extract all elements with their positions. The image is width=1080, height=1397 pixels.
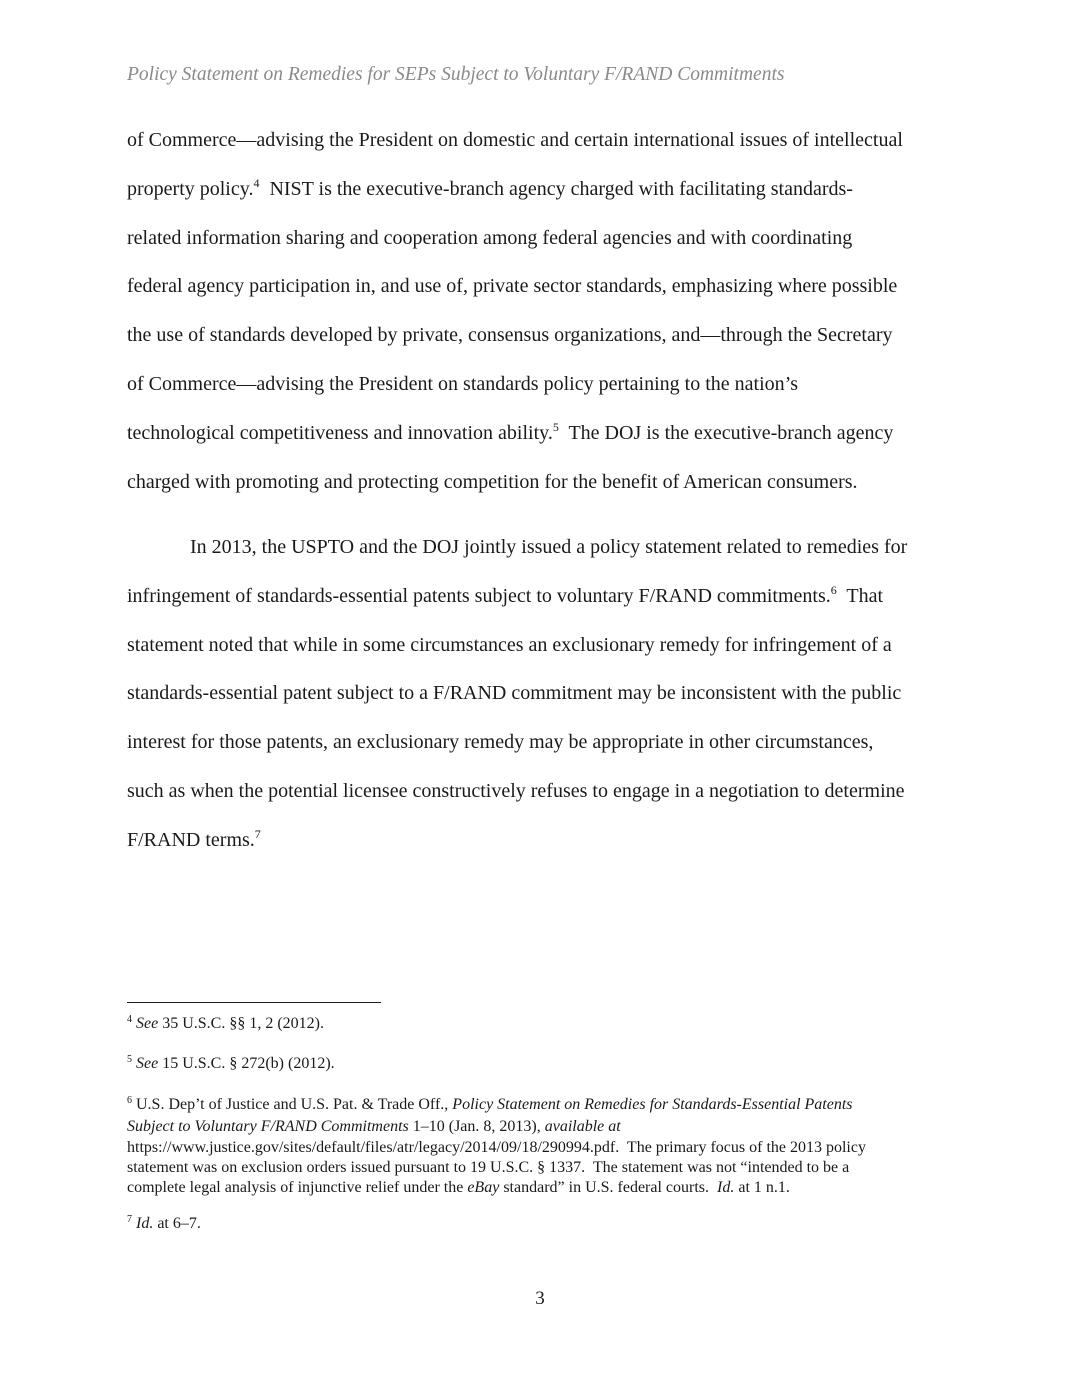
paragraph-2 — [127, 523, 953, 865]
p1-line-2-text-b: NIST is the executive-branch agency charged with facilitating standards- — [259, 177, 853, 200]
footnote-separator — [127, 1002, 381, 1003]
footnote-ref-4[interactable]: 4 — [253, 175, 260, 190]
page-number: 3 — [535, 1288, 545, 1309]
p1-line-2 — [127, 165, 953, 214]
footnote-7-number: 7 — [127, 1214, 132, 1225]
p2-line-3: statement noted that while in some circumstances an exclusionary remedy for infringement of a — [127, 633, 892, 656]
footnote-ref-6[interactable]: 6 — [830, 582, 837, 597]
footnote-7-id: Id. — [136, 1215, 154, 1232]
footnote-7-text: at 6–7. — [153, 1215, 201, 1232]
paragraph-1 — [127, 116, 953, 506]
footnote-4 — [127, 1014, 957, 1036]
footnote-6-line-3[interactable]: https://www.justice.gov/sites/default/files/atr/legacy/2014/09/18/290994.pdf. The primary focus of the 2013 policy — [127, 1138, 866, 1156]
p1-line-4: federal agency participation in, and use of, private sector standards, emphasizing where possible — [127, 275, 898, 298]
footnote-6-text-b: 1–10 (Jan. 8, 2013), — [408, 1118, 545, 1136]
footnote-4-number: 4 — [127, 1014, 132, 1025]
footnote-6-available-at: available at — [544, 1118, 621, 1136]
footnote-ref-7[interactable]: 7 — [254, 826, 261, 841]
footnote-7 — [127, 1214, 957, 1236]
p2-line-2 — [127, 572, 953, 621]
footnote-4-text: 35 U.S.C. §§ 1, 2 (2012). — [158, 1015, 324, 1032]
footnote-6-number: 6 — [127, 1095, 132, 1106]
p1-line-2-text-a: property policy. — [127, 177, 254, 200]
footnote-6-text-d: standard” in U.S. federal courts. — [499, 1179, 718, 1197]
p2-line-1: In 2013, the USPTO and the DOJ jointly issued a policy statement related to remedies for — [190, 536, 908, 558]
p1-line-6: of Commerce—advising the President on standards policy pertaining to the nation’s — [127, 372, 798, 395]
footnote-6-text-c: complete legal analysis of injunctive relief under the — [127, 1179, 468, 1197]
footnote-6-line-1 — [127, 1095, 957, 1117]
running-header: Policy Statement on Remedies for SEPs Subject to Voluntary F/RAND Commitments — [127, 64, 785, 85]
p2-line-6: such as when the potential licensee constructively refuses to engage in a negotiation to determine — [127, 779, 905, 802]
p2-line-2-text-b: That — [836, 584, 884, 607]
footnote-6-id: Id. — [717, 1179, 735, 1197]
p2-line-7-text-a: F/RAND terms. — [127, 828, 255, 851]
footnote-6 — [127, 1095, 957, 1198]
footnote-6-line-5 — [127, 1178, 957, 1198]
p1-line-5: the use of standards developed by private, consensus organizations, and—through the Secretary — [127, 324, 893, 347]
p1-line-7-text-b: The DOJ is the executive-branch agency — [558, 421, 894, 444]
footnote-4-line — [127, 1014, 957, 1036]
footnote-6-text-a: U.S. Dep’t of Justice and U.S. Pat. & Trade Off., — [132, 1096, 453, 1113]
p2-line-7 — [127, 816, 953, 865]
p1-line-3: related information sharing and cooperation among federal agencies and with coordinating — [127, 226, 853, 249]
footnote-5-signal: See — [136, 1055, 159, 1072]
p1-line-8: charged with promoting and protecting competition for the benefit of American consumers. — [127, 470, 858, 493]
footnote-6-line-4: statement was on exclusion orders issued pursuant to 19 U.S.C. § 1337. The statement was not “intended to be a — [127, 1158, 850, 1176]
p1-line-1: of Commerce—advising the President on domestic and certain international issues of intellectual — [127, 129, 903, 151]
p2-line-5: interest for those patents, an exclusionary remedy may be appropriate in other circumstances, — [127, 731, 874, 754]
footnote-6-line-2 — [127, 1117, 957, 1137]
footnote-6-ebay: eBay — [467, 1179, 500, 1197]
footnote-6-title-a: Policy Statement on Remedies for Standards-Essential Patents — [452, 1096, 853, 1113]
footnote-4-signal: See — [136, 1015, 159, 1032]
footnote-5-text: 15 U.S.C. § 272(b) (2012). — [158, 1055, 335, 1072]
p2-line-4: standards-essential patent subject to a F/RAND commitment may be inconsistent with the public — [127, 682, 902, 705]
footnote-5 — [127, 1054, 957, 1076]
footnote-5-line — [127, 1054, 957, 1076]
p1-line-7 — [127, 409, 953, 458]
footnote-6-title-b: Subject to Voluntary F/RAND Commitments — [127, 1118, 409, 1136]
footnote-5-number: 5 — [127, 1054, 132, 1065]
p1-line-7-text-a: technological competitiveness and innovation ability. — [127, 421, 553, 444]
footnote-6-text-e: at 1 n.1. — [734, 1179, 790, 1197]
footnote-ref-5[interactable]: 5 — [552, 419, 559, 434]
footnote-7-line — [127, 1214, 957, 1236]
p2-line-2-text-a: infringement of standards-essential patents subject to voluntary F/RAND commitments. — [127, 584, 831, 607]
